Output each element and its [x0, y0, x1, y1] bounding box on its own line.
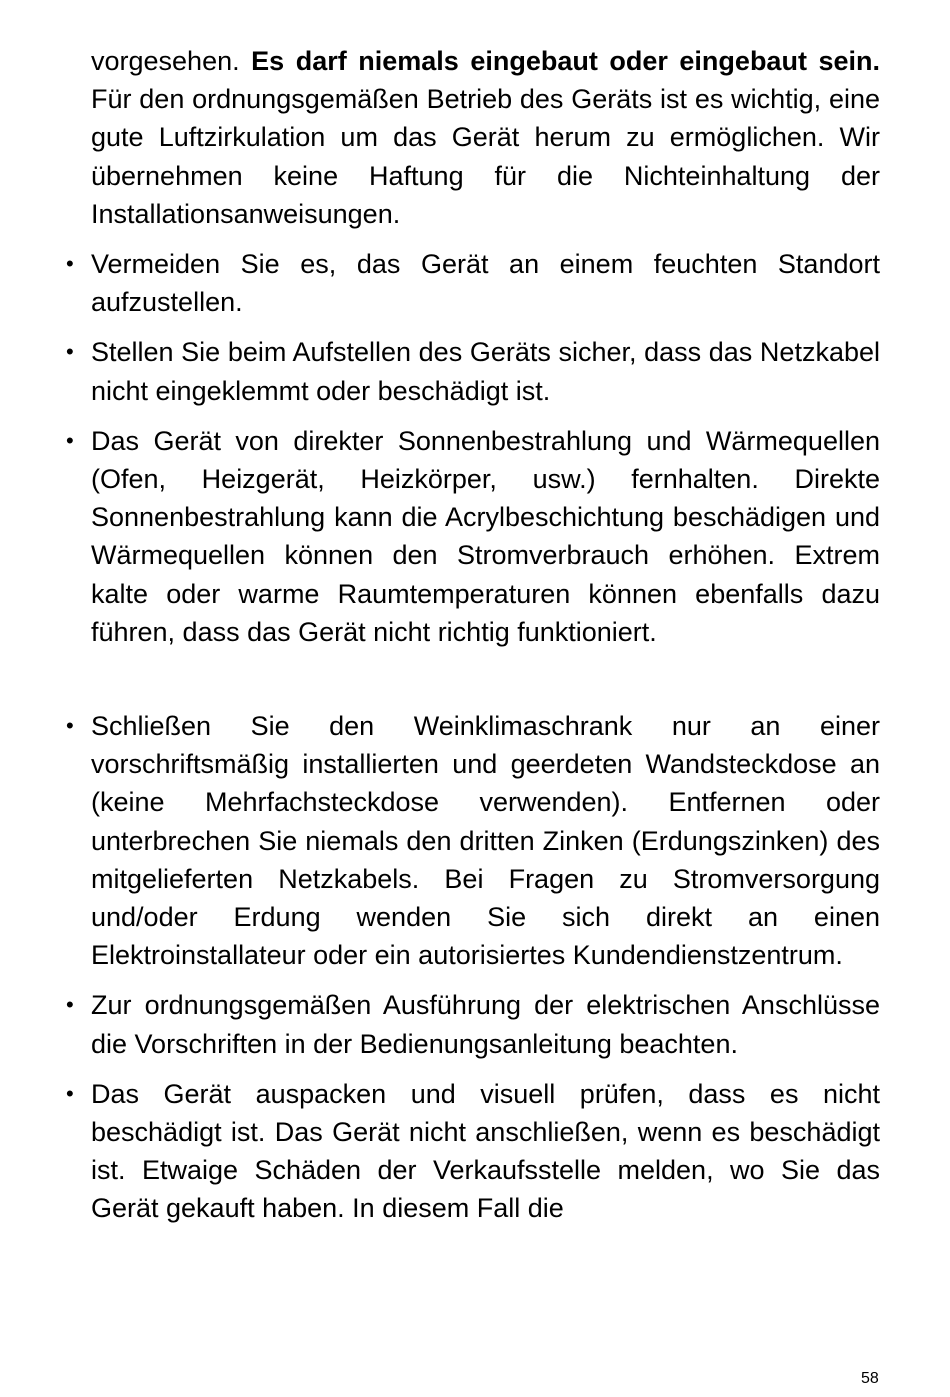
page-number: 58 [861, 1370, 879, 1387]
bullet-icon: • [66, 1080, 74, 1106]
intro-paragraph [91, 42, 880, 233]
list-item-text: Stellen Sie beim Aufstellen des Geräts sicher, dass das Netzkabel nicht eingeklemmt oder beschädigt ist. [91, 337, 880, 406]
bullet-icon: • [66, 713, 74, 739]
list-item-text: Schließen Sie den Weinklimaschrank nur an einer vorschriftsmäßig installierten und geerdeten Wandsteckdose an (keine Mehrfachsteckdose verwenden). Entfernen oder unterbrechen Sie niemals den dritten Zinken (Erdungszinken) des mitgelieferten Netzkabels. Bei Fragen zu Stromversorgung und/oder Erdung wenden Sie sich direkt an einen Elektroinstallateur oder ein autorisiertes Kundendienstzentrum. [91, 711, 880, 971]
list-item-text: Das Gerät auspacken und visuell prüfen, dass es nicht beschädigt ist. Das Gerät nicht anschließen, wenn es beschädigt ist. Etwaige Schäden der Verkaufsstelle melden, wo Sie das Gerät gekauft haben. In diesem Fall die [91, 1078, 880, 1224]
list-item [66, 986, 880, 1062]
list-item [66, 707, 880, 974]
list-item [66, 422, 880, 651]
list-item-text: Das Gerät von direkter Sonnenbestrahlung und Wärmequellen (Ofen, Heizgerät, Heizkörper, usw.) fernhalten. Direkte Sonnenbestrahlung kann die Acrylbeschichtung beschädigen und Wärmequellen können den Stromverbrauch erhöhen. Extrem kalte oder warme Raumtemperaturen können ebenfalls dazu führen, dass das Gerät nicht richtig funktioniert. [91, 425, 880, 647]
intro-warning-bold: Es darf niemals eingebaut oder eingebaut sein. [251, 46, 880, 76]
list-item [66, 333, 880, 409]
list-item-text: Vermeiden Sie es, das Gerät an einem feuchten Standort aufzustellen. [91, 249, 880, 318]
list-item [66, 1075, 880, 1228]
bullet-icon: • [66, 992, 74, 1018]
bullet-icon: • [66, 427, 74, 453]
list-item-text: Zur ordnungsgemäßen Ausführung der elektrischen Anschlüsse die Vorschriften in der Bedienungsanleitung beachten. [91, 990, 880, 1059]
list-item [66, 245, 880, 321]
page-content [66, 42, 880, 1228]
intro-text-start: vorgesehen. [91, 46, 252, 76]
bullet-icon: • [66, 339, 74, 365]
bullet-icon: • [66, 251, 74, 277]
intro-text-end: Für den ordnungsgemäßen Betrieb des Geräts ist es wichtig, eine gute Luftzirkulation um das Gerät herum zu ermöglichen. Wir übernehmen keine Haftung für die Nichteinhaltung der Installationsanweisungen. [91, 84, 880, 229]
